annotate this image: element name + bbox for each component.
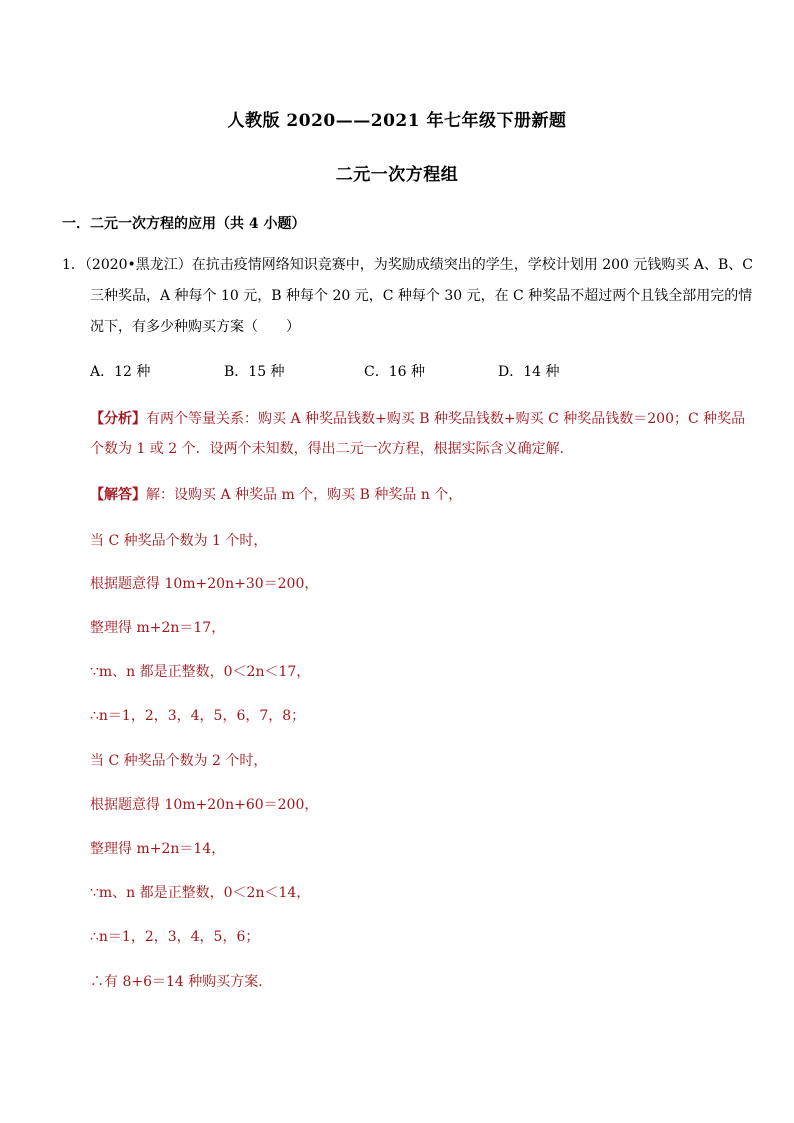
solution-line: ∴有 8+6＝14 种购买方案． [90, 974, 273, 990]
solution-line: 当 C 种奖品个数为 1 个时， [90, 533, 268, 549]
analysis-tag: 【分析】 [90, 411, 146, 427]
solution-line: ∴n＝1，2，3，4，5，6，7，8； [90, 708, 306, 724]
question-text [62, 250, 753, 343]
option-a: A．12 种 [90, 364, 151, 380]
answer-options [90, 361, 650, 385]
solution-line: 根据题意得 10m+20n+60＝200， [90, 797, 319, 813]
solution-text: 解：设购买 A 种奖品 m 个，购买 B 种奖品 n 个， [146, 487, 463, 503]
page-title: 人教版 2020——2021 年七年级下册新题 [227, 111, 567, 131]
solution-line: 根据题意得 10m+20n+30＝200， [90, 576, 319, 592]
option-b: B．15 种 [224, 364, 285, 380]
solution-line: ∴n＝1，2，3，4，5，6； [90, 929, 260, 945]
analysis-block [90, 404, 745, 464]
solution-line: 整理得 m+2n＝14， [90, 841, 226, 857]
solution-line: ∵m、n 都是正整数，0＜2n＜14， [90, 885, 311, 901]
solution-tag: 【解答】 [90, 487, 146, 503]
solution-line: 整理得 m+2n＝17， [90, 620, 226, 636]
analysis-line: 个数为 1 或 2 个．设两个未知数，得出二元一次方程，根据实际含义确定解． [90, 441, 574, 457]
option-d: D．14 种 [498, 364, 560, 380]
solution-line [90, 484, 462, 504]
page-subtitle: 二元一次方程组 [335, 165, 459, 185]
solution-line: 当 C 种奖品个数为 2 个时， [90, 753, 268, 769]
question-line: 三种奖品，A 种每个 10 元，B 种每个 20 元，C 种每个 30 元，在 C 种奖品不超过两个且钱全部用完的情 [90, 288, 753, 304]
analysis-line: 有两个等量关系：购买 A 种奖品钱数+购买 B 种奖品钱数+购买 C 种奖品钱数＝200；C 种奖品 [146, 411, 746, 427]
section-heading: 一．二元一次方程的应用（共 4 小题） [62, 216, 306, 232]
solution-line: ∵m、n 都是正整数，0＜2n＜17， [90, 664, 311, 680]
option-c: C．16 种 [364, 364, 425, 380]
question-line: 况下，有多少种购买方案（ ） [90, 319, 300, 335]
question-line: 1．（2020•黑龙江）在抗击疫情网络知识竞赛中，为奖励成绩突出的学生，学校计划用 200 元钱购买 A、B、C [62, 257, 753, 273]
